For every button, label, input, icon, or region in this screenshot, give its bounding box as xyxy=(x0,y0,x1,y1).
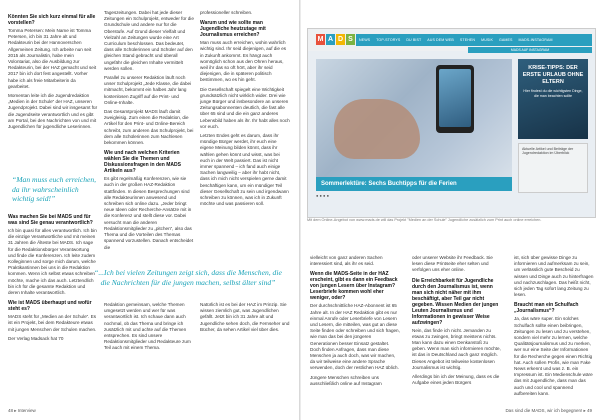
nav-item-top-storys[interactable]: TOP-STORYS xyxy=(376,38,401,42)
paragraph: vielleicht von ganz anderen Sachen interessiert sind, als ihr es seid. xyxy=(310,255,383,267)
logo-letter: M xyxy=(317,36,324,43)
phone-shape xyxy=(436,65,474,133)
column-1-continued xyxy=(8,210,98,345)
pull-quote-left: “Man muss euch erreichen, da ihr wahrscheinlich wichtig seid!” xyxy=(12,175,97,204)
logo-letter: S xyxy=(346,34,355,45)
paragraph: Die Gesellschaft spiegelt eine Wichtigkeit grundsätzlich nicht wirklich wider. Drei wie junge Bürger und insbesondere an unseren Zeitungsabonnenten deutlich, die fast alle über 65 sind und die ein ganz anderes Lebensbild haben als ihr. Ihr habt alles noch vor euch. xyxy=(200,86,290,129)
carousel-dots[interactable]: ● ● ● ● xyxy=(316,193,329,198)
logo-letter: A xyxy=(327,36,334,43)
side-teaser-text: Hier findest du die wichtigsten Dinge, die man beachten sollte xyxy=(523,89,583,98)
paragraph: professioneller schreiben. xyxy=(200,10,253,15)
column-1 xyxy=(8,10,98,133)
paragraph: Momentan leite ich die Jugendredaktion „Medien in der Schule“ der HAZ, unseren Jugendprojekt. Dabei sind wir insgesamt für die Jugendseite verantwortlich und es gibt am Portal, bei den Nachrichten von und mit Jugendlichen für jugendliche Leserinnen. xyxy=(8,93,98,130)
question-heading: Die Erreichbarkeit für Jugendliche durch den Journalismus ist, wenn man sich nicht näher mit ihm beschäftigt, aber Teil gar nicht gegeben. Wissen Medien der jungen Leuten Journalismus und Informationen in gewisser Weise aufzwingen? xyxy=(412,277,499,326)
nav-item-games[interactable]: GAMES xyxy=(499,38,513,42)
left-page xyxy=(0,0,299,420)
question-heading: Warum und wie sollte man Jugendliche heutzutage mit Journalismus erreichen? xyxy=(200,20,266,39)
site-nav xyxy=(356,34,592,46)
nav-item-stehen[interactable]: STEHEN xyxy=(459,38,476,42)
paragraph: Jüngere Menschen schreiben uns ausschließlich online auf Instagram xyxy=(310,374,382,386)
column-3-bottom xyxy=(200,302,290,336)
paragraph: ist, sich über gewisse Dinge zu informieren und aufmerksam zu sein, um verlässlich gute Bescheid zu wissen und Dinge auch zu hinterfragen und nachzuschlagen. Das heißt nicht, sich jeden Tag sofort lang Zeitung zu lesen. xyxy=(514,255,594,298)
paragraph: Der durchschnittliche HAZ-Abonnent ist 65 Jahre alt. In der HAZ Redaktion gibt es nur einmal Anrufe oder Leserbriefe von Lesern und Lesern, die mitteilen, was gut an diese Seite finden oder schreiben und sich fragen, wie man das bei den jüngeren Generationen besser Einsatz gestaltet. Doch finden Anfragen, dass man diese Menschen ja auch doch, was wir machen, da wir teilweise eine andere Sprache verwenden, doch der restlichen HAZ üblich. xyxy=(310,303,400,371)
question-heading: Könnten Sie sich kurz einmal für alle vorstellen? xyxy=(8,14,96,26)
paragraph: Natürlich ist es bei der HAZ im Prinzip. Sie wissen ziemlich gut, was Jugendlichen gefällt. Jetzt bin ich 31 Jahre alt und Jugendliche sehen doch, die Fernseher und Bücher, da sehen Artikel viel über dies. xyxy=(200,302,290,332)
paragraph: Letzten Endes geht es darum, dass ihr mündige Bürger werdet, ihr euch eine eigene Meinung bilden könnt, dass ihr wählen gehen könnt und wisst, was bei euch in der Welt passiert. Das ist nicht immer spannend – ich fand auch einige Sachen langweilig – aber ihr habt nicht, dass ich mich nicht verspielen gerne damit beschäftigen kann, um ein mündiger Teil dieser Gesellschaft zu sein und irgendwann schreiben zu können, was ich in Zukunft möchte und was passieren soll. xyxy=(200,133,289,207)
hero-image[interactable] xyxy=(316,59,512,177)
question-heading: Wie ist MADS überhaupt und wofür steht es? xyxy=(8,300,92,313)
paragraph: Der Verlag Madsack hat 70 xyxy=(8,335,64,341)
column-5 xyxy=(412,255,502,389)
site-logo xyxy=(316,34,355,45)
nav-item-musik[interactable]: MUSIK xyxy=(481,38,493,42)
paragraph: Es gibt regelmäßig Konferenzen, wie sie auch in der großen HAZ-Redaktion stattfinden. In diesen Besprechungen sind alle Redakteurinnen anwesend und schreiben sich online dazu. „Jeder bringt neue Ideen oder Recherche-Ansätze mit in die Konferenz und stellt diese vor. Dabei versucht man die anderen Redaktionsmitglieder zu „pitchen“, also das Thema und die Vorteilen des Themas spannend vorzustellen. Danach entscheidet die xyxy=(104,176,194,250)
paragraph: Parallel zu unserer Redaktion läuft noch unser Schulprojekt „Jede Klasse, die dabei mitmacht, bekommt ein halbes Jahr lang kostenlosen Zugriff auf die Print- und Online-Inhalte. xyxy=(104,75,192,105)
column-4 xyxy=(310,255,400,390)
column-3 xyxy=(200,10,290,210)
question-heading: Was machen Sie bei MADS und für was sind Sie genau verantwortlich? xyxy=(8,214,93,226)
nav-item-du-bist[interactable]: DU BIST xyxy=(406,38,422,42)
question-heading: Braucht man ein Schulfach „Journalismus“? xyxy=(514,302,579,315)
hand-shape xyxy=(334,99,420,159)
paragraph: Ja, das wäre super. Ein solches Schulfach sollte einen beibringen, Zeitungen zu lesen und zu verstehen, sondern viel mehr zu lernen, welche Qualitätsjournalismus und zu merken, wer nur eine Seite der Informationen für die Recherche gegen einen Richtig hat. Auch sollen Profis, wie man Fake News erkennt und was z. B. ein Impressum ist. Ein Medienschule wäre das mit Jugendliche, dass man das auch und cool und spannend aufbereiten kann. xyxy=(514,316,593,396)
hero-caption[interactable]: Sommerlektüre: Sechs Buchtipps für die Ferien xyxy=(316,177,512,191)
page-folio-right: Das sind die MADS, wir ich begegnen! ▸ 49 xyxy=(505,408,592,413)
paragraph: Tomma Petersen: Mein Name ist Tomma Petersen, ich bin 31 Jahre alt und Redakteurin bei der Hannoverschen Allgemeinen Zeitung. Ich arbeite nun seit 2015 als Journalistin, habe mein Volontariat, also die Ausbildung zur Redakteurin, bei der HAZ gemacht und seit 2017 bin ich dort fest angestellt. Vorher habe ich als freie Mitarbeiterin da gearbeitet. xyxy=(8,28,97,89)
pull-quote-middle: “...Ich bei vielen Zeitungen zeigt sich, dass die Menschen, die die Nachrichten für die jungen machen, selbst älter sind” xyxy=(94,268,282,287)
side-teaser[interactable] xyxy=(518,59,588,139)
screenshot-caption: Mit dem Online-Angebot von www.mads.de will das Projekt "Medien an der Schule" Jugendliche zusätzlich zum Print auch online erreichen. xyxy=(307,218,542,222)
paragraph: Das Gesamtprojekt MADS läuft damit zweigleisig. Zum einen die Redaktion, die Artikel für den Print- und Online-Bereich schreibt, zum anderen das Schulprojekt, bei dem alle Schülerinnen zum Nachlesen bekommen können. xyxy=(104,109,194,146)
nav-item-news[interactable]: NEWS xyxy=(359,38,371,42)
logo-letter: D xyxy=(337,36,344,43)
paragraph: Tageszeitungen. Dabei hat jede dieser Zeitungen ein Schulprojekt, entweder für die Grundschule und andere nur für die Oberstufe. Auf Grund dieser Vielfalt und Vielzahl an Zeitungen wurde eine Art Curriculum beschlossen. Das bedeutet, dass alle Schülerinnen und Schüler auf den gleichen Stand gebracht und überall ungefähr die gleichen Inhalte vermittelt werden sollen. xyxy=(104,10,194,71)
paragraph: Allerdings bin ich der Meinung, dass es die Aufgabe eines jeden Bürgers xyxy=(412,374,500,386)
instagram-bar[interactable]: MADS AUF INSTAGRAM xyxy=(468,47,592,53)
column-2-bottom xyxy=(104,302,194,355)
nav-item-aus-dem-web[interactable]: AUS DEM WEB xyxy=(427,38,454,42)
page-folio-left: 48 ▸ Interview xyxy=(8,408,36,413)
question-heading: Wenn die MADS-Seite in der HAZ erscheint, gibt es dann ein Feedback von jungen Lesern über Instagram? Leserbriefe kommen wohl eher weniger, oder? xyxy=(310,271,398,302)
paragraph: Nein, das finde ich nicht. Jemanden zu etwas zu zwingen, bringt meistens nichts. Man kann dazu einen Denkanstoß zu geben. Wenn man sich informieren möchte, ist das in Deutschland auch ganz möglich. Dieses Angebot ist teilweise kostenlosen Journalismus ist wichtig. xyxy=(412,327,501,370)
paragraph: Man muss auch erreichen, wohin wahrlich wichtig sind. Ihr seid diejenigen, auf die es in Zukunft ankommt. Es hängt auch womöglich schon aus den Ohren heraus, weil ihr das so oft hört, aber ihr seid diejenigen, die in späteren politisch bestimmen, wo es hin geht. xyxy=(200,40,287,83)
column-2 xyxy=(104,10,194,254)
nav-item-mads-instagram[interactable]: MADS-INSTAGRAM xyxy=(518,38,553,42)
column-6 xyxy=(514,255,594,400)
paragraph: MADS steht für „Medien an der Schule“. Es ist ein Projekt, bei dem Redakteure etwas mit jungen Menschen der Schulen machen. xyxy=(8,314,97,332)
website-screenshot xyxy=(307,28,596,218)
paragraph: oder unserer Website ihr Feedback. Sie lesen diese Printseite eher selten und verfolgen uns eher online. xyxy=(412,255,493,273)
question-heading: Wie und nach welchen Kriterien wählen Sie die Themen und Diskussionsfragen in den MADS Artikeln aus? xyxy=(104,150,181,175)
paragraph: Ich bin quasi für alles verantwortlich. Ich bin die einzige Verantwortliche und mit meinen 31 Jahren die Älteste bei MADS. Ich sage für die Redaktionsbürger Verantwortung und finde die Konferenzen. Ich leite zudem Kolleginnen und sorge mich darum, welche Praktikantinnen bei uns in die Redaktion kommen. Wenn ich selbst etwas schreiben möchte, mache ich das auch. Letztendlich bin ich für die gesamte Redaktion und deren Inhalte verantwortlich. xyxy=(8,228,97,296)
side-box[interactable]: Aktuelle Artikel und Beiträge der Jugendredaktion im Überblick xyxy=(518,143,588,193)
paragraph: Redaktion gemeinsam, welche Themen umgesetzt werden und wer für was verantwortlich ist. Ich schaue dann auch nochmal, ob das Thema und bringe ich zusätzlich mit und achte auf die Themen entsprechen. Es sind unsere Redaktionsmitglieder und Redakteure zum Teil auch mit einem Thema. xyxy=(104,302,191,351)
side-teaser-title: KRISE-TIPPS: DER ERSTE URLAUB OHNE ELTERN xyxy=(522,65,584,85)
